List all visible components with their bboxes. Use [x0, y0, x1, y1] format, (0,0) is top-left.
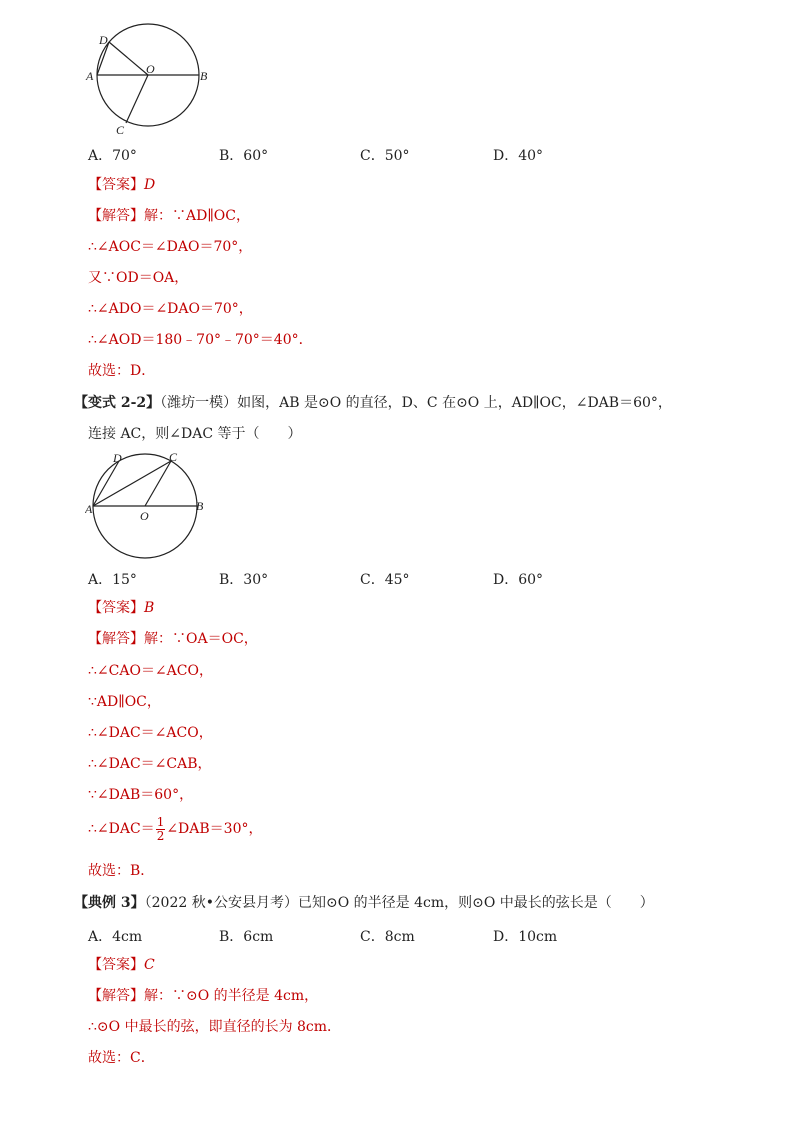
q3-option-d: D．10cm [493, 929, 558, 945]
q3-option-a: A．4cm [88, 929, 143, 945]
label-a-1: A [86, 69, 94, 83]
q2-solution-4: ∴∠DAC＝∠ACO， [88, 725, 213, 741]
q1-solution-2: ∴∠AOC＝∠DAO＝70°， [88, 239, 253, 255]
q1-solution-1: 【解答】解：∵AD∥OC， [88, 208, 250, 224]
q1-solution-3: 又∵OD＝OA， [88, 270, 189, 286]
q1-answer: 【答案】D [88, 177, 156, 193]
q2-solution-7: ∴∠DAC＝ $\frac{1}{2}$ ∠DAB＝30°， [88, 814, 263, 843]
q3-solution-2: ∴⊙O 中最长的弦，即直径的长为 8cm． [88, 1019, 342, 1035]
circle-figure-2 [85, 446, 215, 561]
q2-answer: 【答案】B [88, 600, 155, 616]
q1-option-b: B．60° [219, 148, 269, 164]
q3-option-b: B．6cm [219, 929, 274, 945]
q2-option-a: A．15° [88, 572, 137, 588]
q2-option-b: B．30° [219, 572, 269, 588]
q1-option-c: C．50° [360, 148, 410, 164]
label-c-1: C [116, 123, 125, 137]
q2-solution-final: 故选：B． [88, 863, 155, 879]
q2-stem-1: 【变式 2-2】（潍坊一模）如图，AB 是⊙O 的直径，D、C 在⊙O 上，AD∥OC，∠DAB＝60°， [74, 395, 672, 411]
q2-option-d: D．60° [493, 572, 544, 588]
q3-solution-1: 【解答】解：∵⊙O 的半径是 4cm， [88, 988, 319, 1004]
radius-oc-1 [126, 75, 148, 123]
q2-option-c: C．45° [360, 572, 410, 588]
radius-oc-2 [145, 461, 171, 506]
q1-solution-5: ∴∠AOD＝180﹣70°﹣70°＝40°． [88, 332, 313, 348]
q1-option-a: A．70° [88, 148, 137, 164]
chord-ad-2 [93, 461, 119, 506]
q3-option-c: C．8cm [360, 929, 415, 945]
circle-figure-1 [85, 22, 225, 137]
q3-answer: 【答案】C [88, 957, 155, 973]
q2-solution-1: 【解答】解：∵OA＝OC， [88, 631, 258, 647]
label-b-1: B [200, 69, 208, 83]
label-d-2: D [113, 451, 122, 465]
q2-solution-6: ∵∠DAB＝60°， [88, 787, 194, 803]
q2-solution-2: ∴∠CAO＝∠ACO， [88, 663, 213, 679]
label-d-1: D [99, 33, 108, 47]
q1-solution-4: ∴∠ADO＝∠DAO＝70°， [88, 301, 253, 317]
radius-od-1 [109, 42, 148, 75]
label-b-2: B [196, 499, 204, 513]
q2-solution-5: ∴∠DAC＝∠CAB， [88, 756, 212, 772]
q3-stem: 【典例 3】（2022 秋•公安县月考）已知⊙O 的半径是 4cm，则⊙O 中最长的弦长是（ ） [74, 895, 654, 911]
chord-ac-2 [93, 461, 171, 506]
q1-option-d: D．40° [493, 148, 544, 164]
label-c-2: C [169, 450, 178, 464]
q2-stem-2: 连接 AC，则∠DAC 等于（ ） [88, 426, 302, 442]
q2-solution-3: ∵AD∥OC， [88, 694, 161, 710]
label-o-2: O [140, 509, 149, 523]
q1-solution-6: 故选：D． [88, 363, 156, 379]
label-a-2: A [85, 502, 93, 516]
q3-solution-3: 故选：C． [88, 1050, 155, 1066]
label-o-1: O [146, 62, 155, 76]
fraction-one-half: $\frac{1}{2}$ [156, 814, 165, 843]
